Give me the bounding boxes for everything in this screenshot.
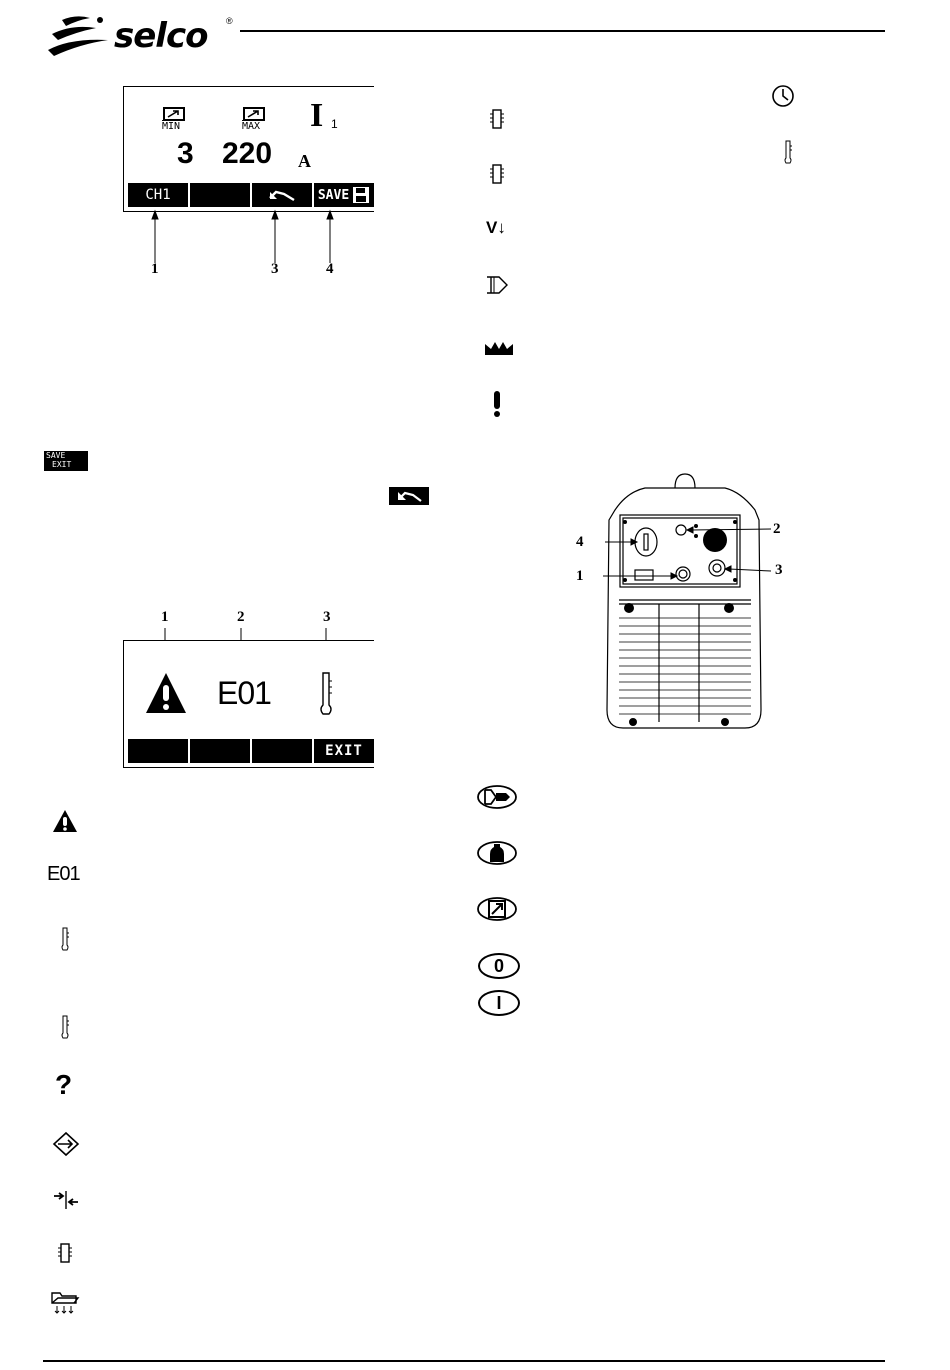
softkey-save[interactable] <box>314 183 374 207</box>
callout-4: 4 <box>326 261 334 277</box>
question-icon: ? <box>55 1069 73 1100</box>
plug-icon <box>485 274 513 296</box>
save-exit-line1: SAVE <box>46 451 66 460</box>
lcd-display-main <box>123 86 374 212</box>
value-min: 3 <box>177 137 194 170</box>
softkey-d2-2[interactable] <box>190 739 250 763</box>
param-symbol: I <box>310 97 324 134</box>
brand-logo <box>46 10 236 60</box>
rear-callout-2: 2 <box>773 521 781 537</box>
softkey-bar <box>128 183 374 207</box>
switch-on-icon <box>478 990 520 1016</box>
unit-label: A <box>298 151 311 171</box>
min-icon <box>162 107 190 133</box>
crown-icon <box>484 340 514 356</box>
brand-name: selco <box>114 16 208 56</box>
switch-on-label: I <box>496 992 502 1013</box>
switch-off-label: 0 <box>493 955 504 976</box>
softkey-undo[interactable] <box>252 183 312 207</box>
thermometer-icon <box>60 1015 70 1039</box>
rear-callout-3: 3 <box>775 562 783 578</box>
input-icon <box>52 1131 80 1157</box>
floppy-icon <box>352 186 370 204</box>
arrow-box-icon <box>476 896 518 922</box>
chip-icon <box>489 163 505 185</box>
max-icon <box>242 107 270 133</box>
chip-icon <box>489 108 505 130</box>
param-subscript: 1 <box>331 117 338 131</box>
registered-mark: ® <box>226 16 233 26</box>
exclamation-icon <box>492 390 502 418</box>
undo-icon <box>389 487 429 505</box>
warning-icon <box>52 809 78 833</box>
header-rule <box>240 30 885 32</box>
clock-icon <box>771 84 795 108</box>
compress-icon <box>52 1190 80 1210</box>
chip-icon <box>57 1242 73 1264</box>
undo-icon <box>266 188 298 202</box>
rear-callout-1: 1 <box>576 568 584 584</box>
callout-d2-1: 1 <box>161 609 169 625</box>
thermometer-icon <box>60 927 70 951</box>
save-exit-line2: EXIT <box>52 460 72 469</box>
save-label: SAVE <box>317 187 350 203</box>
softkey-blank[interactable] <box>190 183 250 207</box>
rear-panel-figure <box>575 470 815 740</box>
e01-legend: E01 <box>47 863 80 885</box>
folder-icon <box>50 1289 80 1315</box>
gas-bottle-icon <box>476 840 518 866</box>
machine-rear-drawing <box>575 470 815 740</box>
softkey-d2-3[interactable] <box>252 739 312 763</box>
value-current: 220 <box>222 137 273 170</box>
error-code: E01 <box>217 675 271 711</box>
warning-icon <box>144 671 188 715</box>
callout-3: 3 <box>271 261 279 277</box>
switch-off-icon <box>478 953 520 979</box>
callout-d2-2: 2 <box>237 609 245 625</box>
callout-d2-3: 3 <box>323 609 331 625</box>
softkey-d2-1[interactable] <box>128 739 188 763</box>
voltage-drop-icon: V↓ <box>486 218 506 237</box>
max-label: $\overline{MAX}$ <box>242 121 261 132</box>
thermometer-icon <box>783 140 793 164</box>
footer-rule <box>43 1360 885 1362</box>
thermometer-icon <box>318 671 334 717</box>
save-exit-icon <box>44 451 88 471</box>
rear-callout-4: 4 <box>576 534 584 550</box>
softkey-ch1[interactable]: CH1 <box>128 183 188 207</box>
callout-arrows-1 <box>120 205 380 265</box>
min-label: $\overline{MIN}$ <box>162 121 181 132</box>
logo-swoosh-icon <box>46 10 116 58</box>
softkey-bar-2 <box>128 739 374 763</box>
plug-icon <box>476 784 518 810</box>
callout-1: 1 <box>151 261 159 277</box>
softkey-exit[interactable]: EXIT <box>314 739 374 763</box>
lcd-display-error <box>123 640 374 768</box>
